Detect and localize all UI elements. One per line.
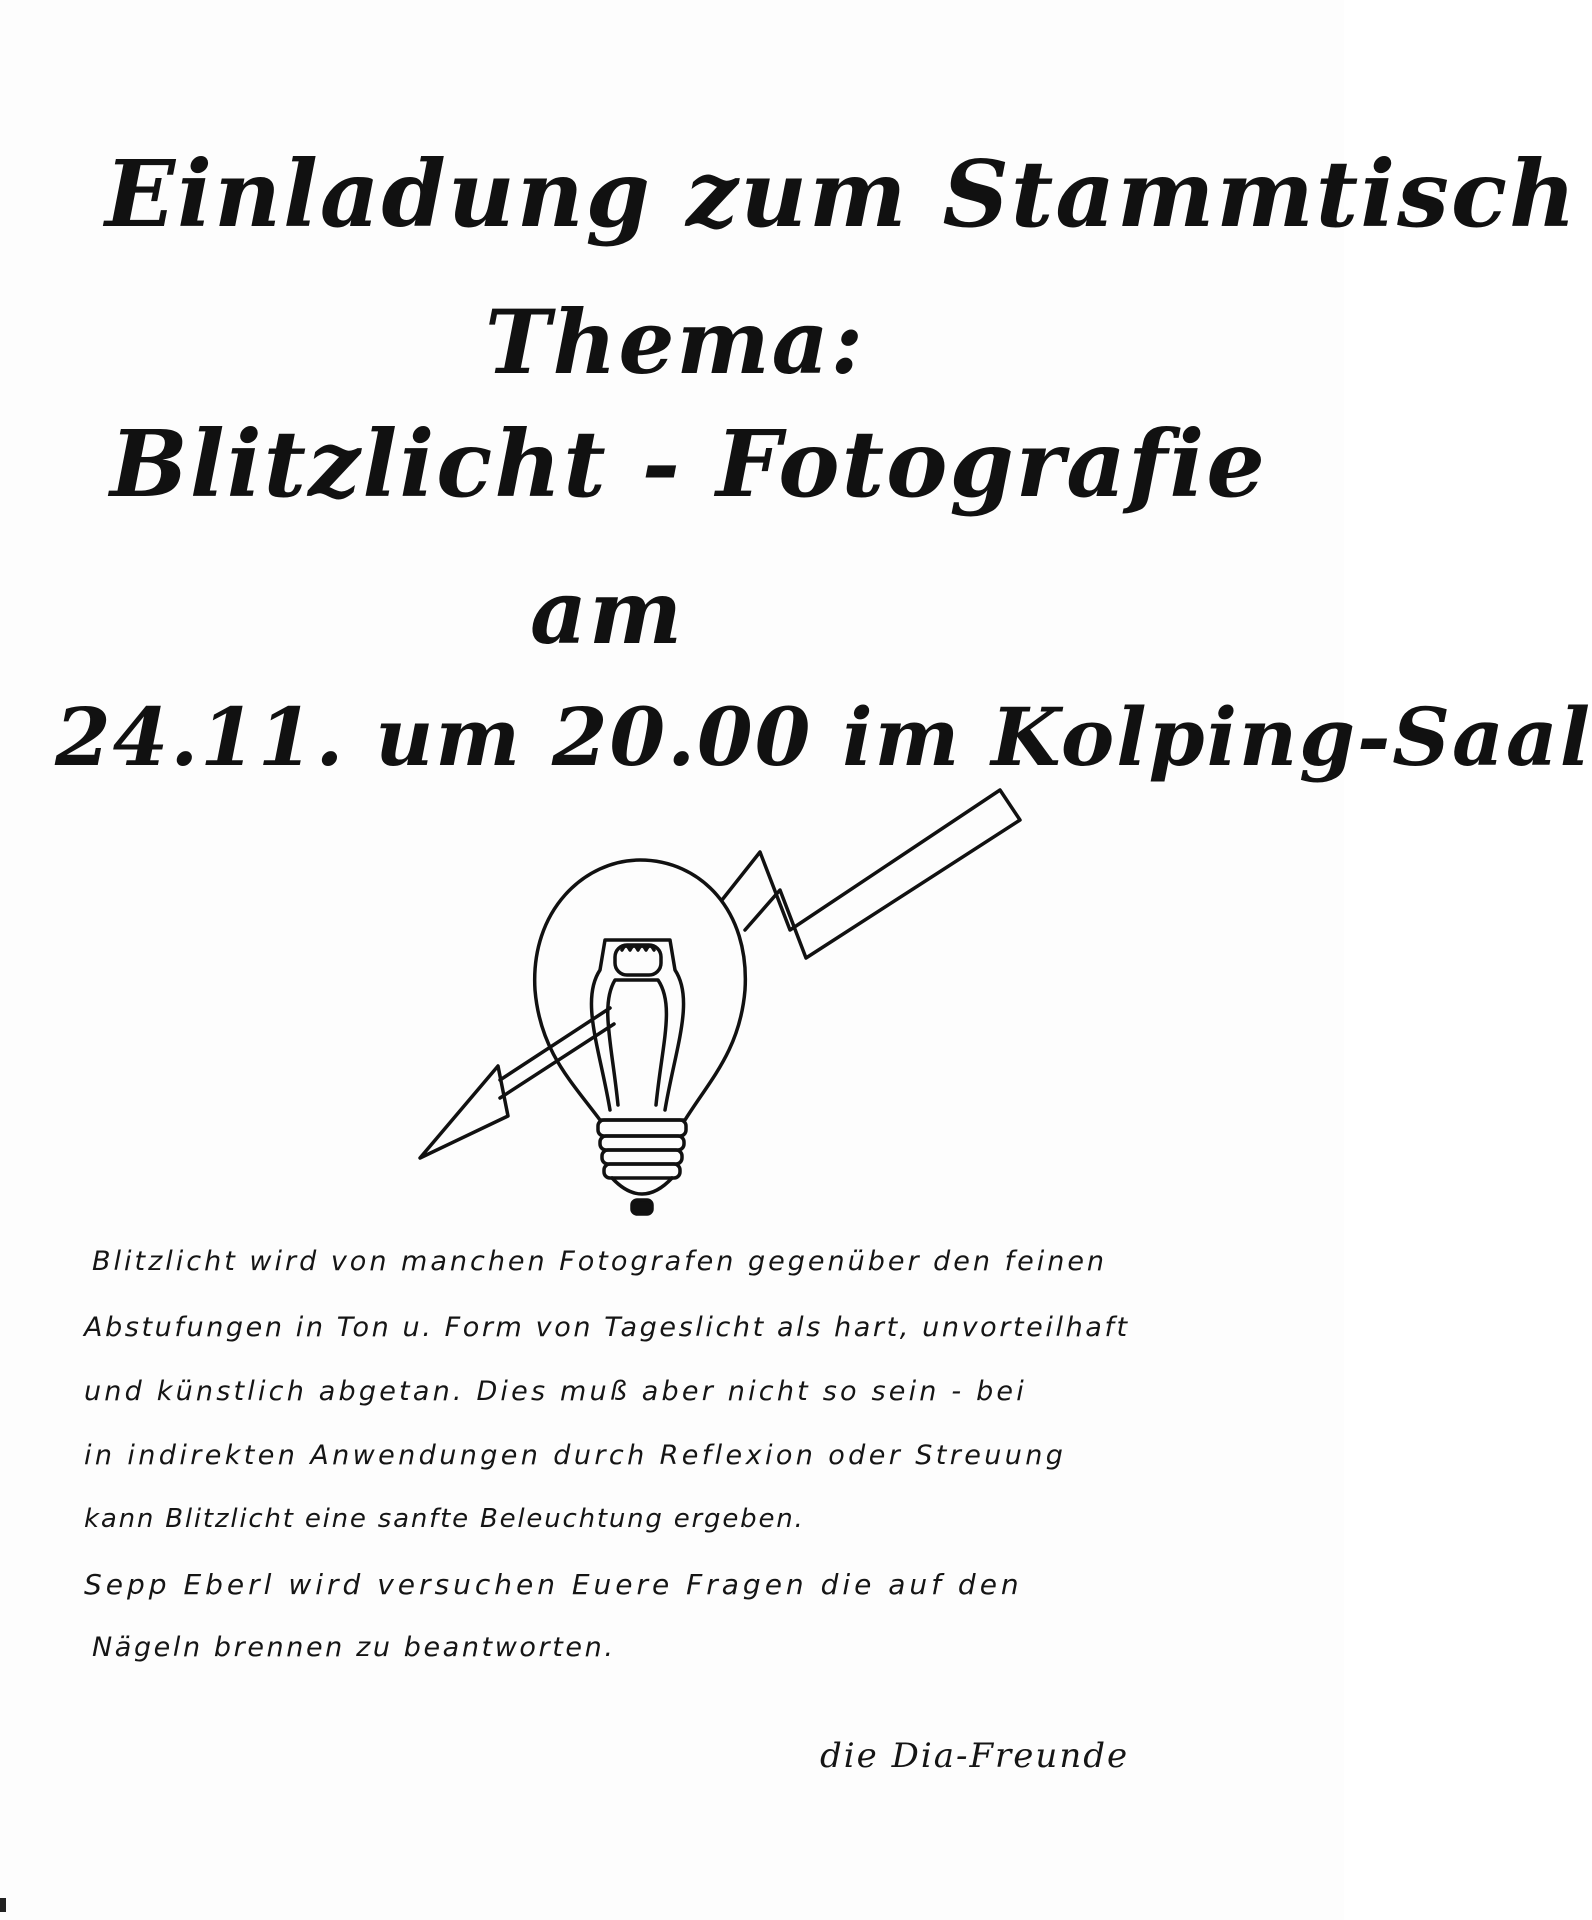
body-line: Sepp Eberl wird versuchen Euere Fragen die auf den	[84, 1568, 1023, 1601]
body-line: Blitzlicht wird von manchen Fotografen gegenüber den feinen	[92, 1246, 1108, 1277]
heading-topic-label: Thema:	[485, 290, 866, 394]
lightbulb-with-lightning-arrow-icon	[400, 780, 1060, 1240]
heading-date-place: 24.11. um 20.00 im Kolping-Saal	[55, 690, 1592, 784]
body-line: in indirekten Anwendungen durch Reflexion oder Streuung	[84, 1440, 1067, 1471]
body-line: Abstufungen in Ton u. Form von Tageslicht als hart, unvorteilhaft	[84, 1312, 1130, 1343]
heading-topic: Blitzlicht - Fotografie	[110, 410, 1267, 518]
body-line: Nägeln brennen zu beantworten.	[92, 1632, 616, 1663]
heading-am: am	[530, 560, 685, 664]
heading-invitation: Einladung zum Stammtisch	[105, 140, 1578, 248]
signature: die Dia-Freunde	[820, 1736, 1130, 1776]
body-line: kann Blitzlicht eine sanfte Beleuchtung ergeben.	[84, 1504, 805, 1534]
body-line: und künstlich abgetan. Dies muß aber nicht so sein - bei	[84, 1376, 1027, 1407]
scan-edge-mark	[0, 1898, 6, 1912]
